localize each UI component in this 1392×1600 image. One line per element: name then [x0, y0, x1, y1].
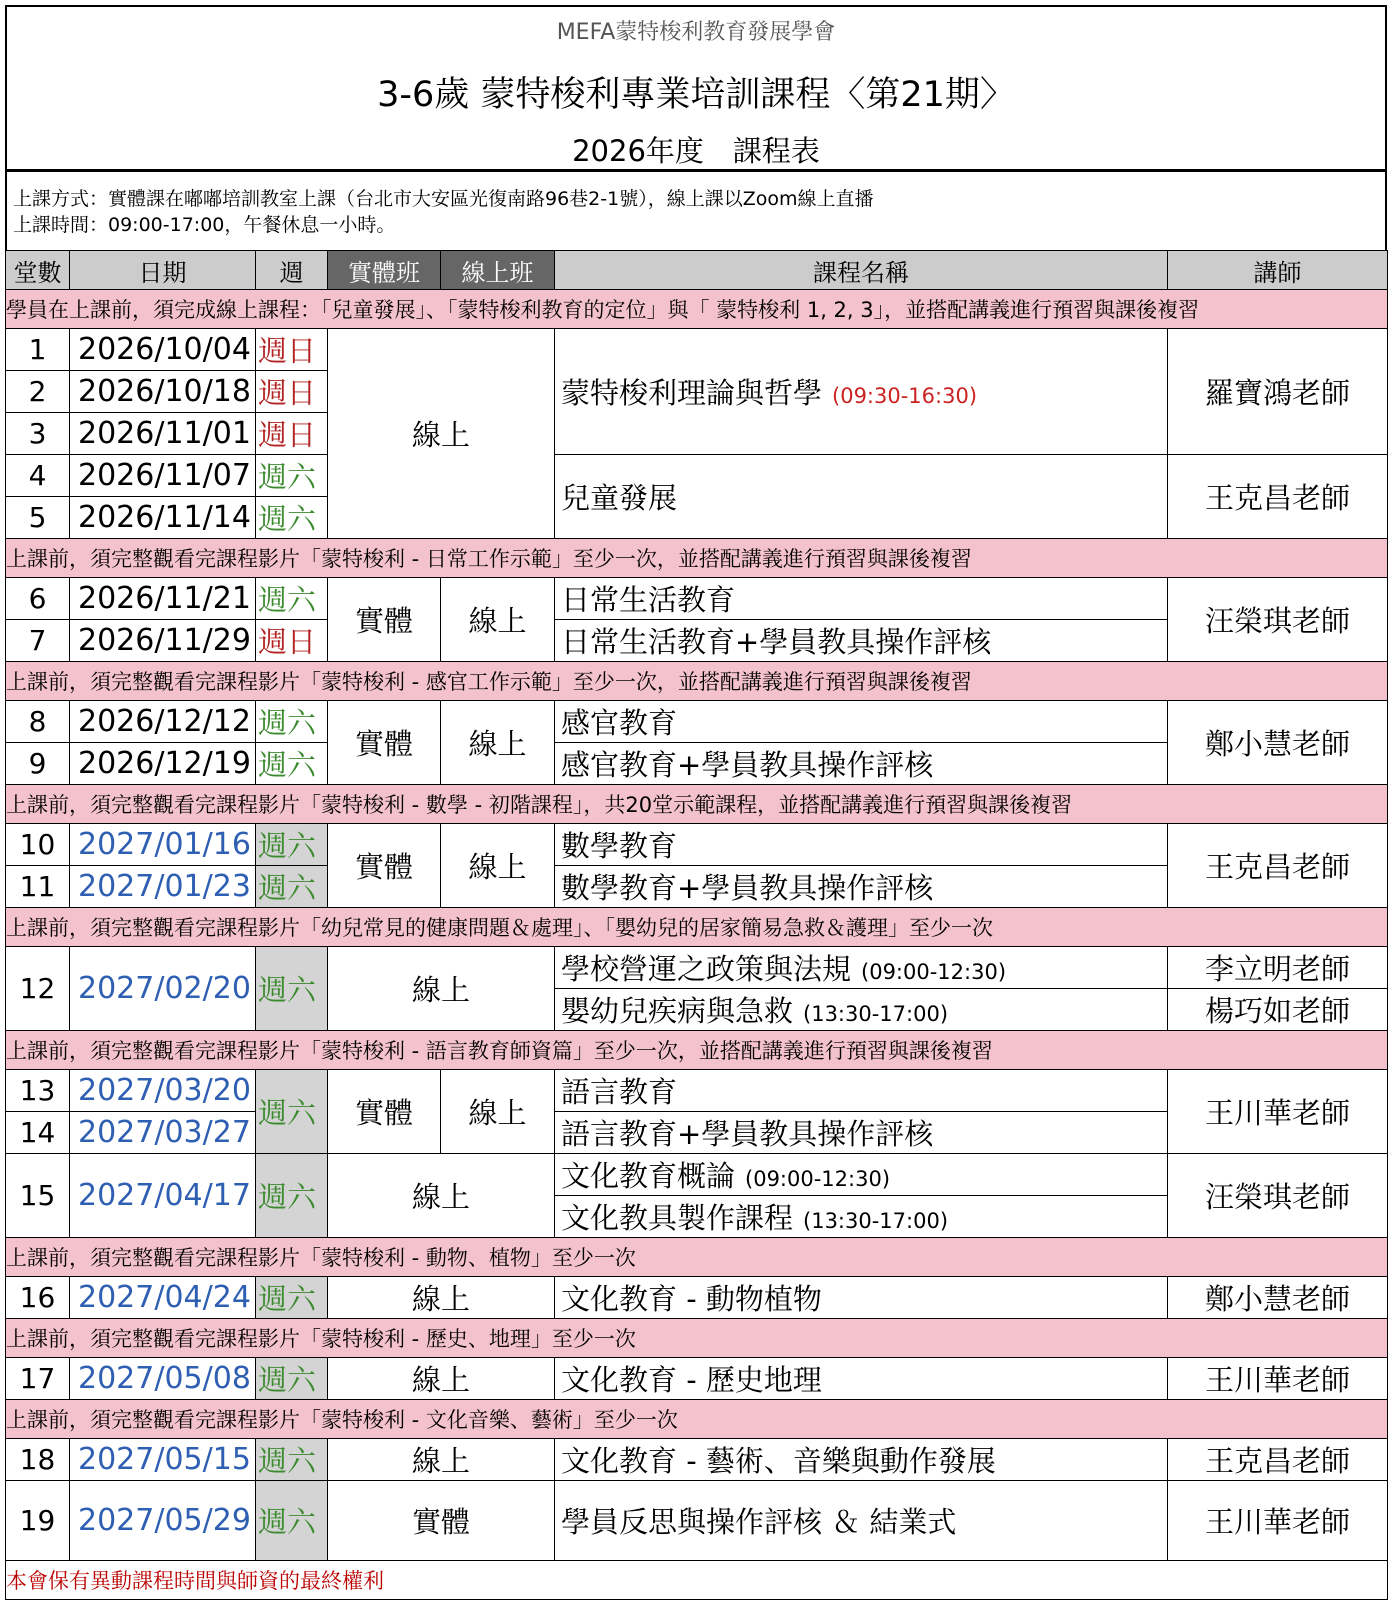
course-title: 蒙特梭利理論與哲學 — [561, 376, 823, 410]
col-date: 日期 — [70, 251, 256, 290]
session-num: 12 — [6, 947, 70, 1031]
course-name — [555, 1154, 1168, 1196]
course-name: 日常生活教育 — [555, 578, 1168, 620]
info-box — [5, 169, 1387, 253]
course-time: (09:30-16:30) — [832, 384, 978, 408]
info-line-mode: 上課方式：實體課在嘟嘟培訓教室上課（台北市大安區光復南路96巷2-1號），線上課以Zoom線上直播 — [13, 188, 874, 210]
teacher-name: 汪榮琪老師 — [1168, 1154, 1388, 1238]
session-date: 2027/03/27 — [70, 1112, 256, 1154]
session-num: 2 — [6, 371, 70, 413]
session-date: 2026/10/18 — [70, 371, 256, 413]
session-date: 2026/12/19 — [70, 743, 256, 785]
session-week: 週日 — [256, 413, 328, 455]
course-name: 學員反思與操作評核 ＆ 結業式 — [555, 1481, 1168, 1561]
course-name — [555, 947, 1168, 989]
table-row — [6, 329, 1388, 371]
session-week: 週六 — [256, 701, 328, 743]
session-num: 17 — [6, 1358, 70, 1400]
session-date: 2027/04/24 — [70, 1277, 256, 1319]
session-physical: 實體 — [328, 701, 441, 785]
session-date: 2026/11/01 — [70, 413, 256, 455]
schedule-table — [5, 250, 1388, 1600]
course-title: 文化教育概論 — [561, 1159, 736, 1193]
session-online: 線上 — [441, 1070, 555, 1154]
session-week: 週日 — [256, 371, 328, 413]
session-week: 週六 — [256, 1277, 328, 1319]
session-num: 10 — [6, 824, 70, 866]
course-name — [555, 1196, 1168, 1238]
teacher-name: 王克昌老師 — [1168, 1439, 1388, 1481]
note-text: 上課前，須完整觀看完課程影片「幼兒常見的健康問題＆處理」、「嬰幼兒的居家簡易急救＆護理」至少一次 — [6, 908, 1388, 947]
course-name: 感官教育+學員教具操作評核 — [555, 743, 1168, 785]
course-time: (09:00-12:30) — [861, 960, 1007, 984]
session-mode: 實體 — [328, 1481, 555, 1561]
note-row — [6, 1400, 1388, 1439]
session-date: 2027/05/08 — [70, 1358, 256, 1400]
session-week: 週六 — [256, 824, 328, 866]
course-name: 文化教育 - 歷史地理 — [555, 1358, 1168, 1400]
session-week: 週六 — [256, 743, 328, 785]
note-row — [6, 290, 1388, 329]
session-num: 19 — [6, 1481, 70, 1561]
table-row — [6, 947, 1388, 989]
table-row — [6, 701, 1388, 743]
session-physical: 實體 — [328, 824, 441, 908]
session-mode: 線上 — [328, 1439, 555, 1481]
course-name: 日常生活教育+學員教具操作評核 — [555, 620, 1168, 662]
table-row — [6, 1070, 1388, 1112]
session-week: 週六 — [256, 497, 328, 539]
page-subtitle: 2026年度 課程表 — [572, 134, 820, 168]
note-row — [6, 662, 1388, 701]
session-date: 2027/03/20 — [70, 1070, 256, 1112]
session-num: 18 — [6, 1439, 70, 1481]
course-name: 語言教育 — [555, 1070, 1168, 1112]
org-name: MEFA蒙特梭利教育發展學會 — [556, 20, 836, 45]
note-row — [6, 1238, 1388, 1277]
course-title: 學校營運之政策與法規 — [561, 952, 852, 986]
session-num: 6 — [6, 578, 70, 620]
session-online: 線上 — [441, 578, 555, 662]
note-row — [6, 1031, 1388, 1070]
session-num: 8 — [6, 701, 70, 743]
session-date: 2026/10/04 — [70, 329, 256, 371]
teacher-name: 王克昌老師 — [1168, 455, 1388, 539]
note-row — [6, 539, 1388, 578]
header — [5, 5, 1387, 169]
session-physical: 實體 — [328, 578, 441, 662]
table-row — [6, 455, 1388, 497]
session-num: 9 — [6, 743, 70, 785]
footer-row — [6, 1561, 1388, 1600]
col-num: 堂數 — [6, 251, 70, 290]
session-num: 13 — [6, 1070, 70, 1112]
session-date: 2026/12/12 — [70, 701, 256, 743]
session-date: 2027/04/17 — [70, 1154, 256, 1238]
table-row — [6, 1277, 1388, 1319]
table-row — [6, 1358, 1388, 1400]
session-week: 週六 — [256, 1154, 328, 1238]
col-week: 週 — [256, 251, 328, 290]
course-name — [555, 329, 1168, 455]
session-date: 2026/11/07 — [70, 455, 256, 497]
schedule-page — [5, 5, 1387, 1593]
teacher-name: 李立明老師 — [1168, 947, 1388, 989]
table-row — [6, 824, 1388, 866]
session-num: 4 — [6, 455, 70, 497]
session-mode: 線上 — [328, 329, 555, 539]
session-week: 週日 — [256, 329, 328, 371]
col-course: 課程名稱 — [555, 251, 1168, 290]
session-num: 14 — [6, 1112, 70, 1154]
session-date: 2027/02/20 — [70, 947, 256, 1031]
session-week: 週六 — [256, 1481, 328, 1561]
teacher-name: 王川華老師 — [1168, 1481, 1388, 1561]
session-num: 11 — [6, 866, 70, 908]
session-date: 2027/05/29 — [70, 1481, 256, 1561]
teacher-name: 鄭小慧老師 — [1168, 701, 1388, 785]
note-row — [6, 785, 1388, 824]
session-week: 週六 — [256, 947, 328, 1031]
course-name — [555, 989, 1168, 1031]
session-online: 線上 — [441, 824, 555, 908]
session-num: 15 — [6, 1154, 70, 1238]
table-header-row — [6, 251, 1388, 290]
session-week: 週六 — [256, 866, 328, 908]
col-online: 線上班 — [441, 251, 555, 290]
course-title: 嬰幼兒疾病與急救 — [561, 994, 794, 1028]
teacher-name: 王克昌老師 — [1168, 824, 1388, 908]
session-mode: 線上 — [328, 1277, 555, 1319]
session-week: 週六 — [256, 1070, 328, 1154]
course-name: 數學教育+學員教具操作評核 — [555, 866, 1168, 908]
course-name: 文化教育 - 藝術、音樂與動作發展 — [555, 1439, 1168, 1481]
table-row — [6, 1154, 1388, 1196]
session-physical: 實體 — [328, 1070, 441, 1154]
page-title: 3-6歲 蒙特梭利專業培訓課程〈第21期〉 — [377, 75, 1015, 115]
session-num: 16 — [6, 1277, 70, 1319]
session-date: 2026/11/29 — [70, 620, 256, 662]
session-week: 週六 — [256, 455, 328, 497]
note-text: 上課前，須完整觀看完課程影片「蒙特梭利 - 文化音樂、藝術」至少一次 — [6, 1400, 1388, 1439]
teacher-name: 王川華老師 — [1168, 1358, 1388, 1400]
session-num: 5 — [6, 497, 70, 539]
session-num: 7 — [6, 620, 70, 662]
course-name: 語言教育+學員教具操作評核 — [555, 1112, 1168, 1154]
course-time: (09:00-12:30) — [745, 1167, 891, 1191]
info-line-time: 上課時間：09:00-17:00，午餐休息一小時。 — [13, 214, 396, 236]
teacher-name: 王川華老師 — [1168, 1070, 1388, 1154]
note-text: 上課前，須完整觀看完課程影片「蒙特梭利 - 感官工作示範」至少一次，並搭配講義進行預習與課後複習 — [6, 662, 1388, 701]
table-row — [6, 578, 1388, 620]
teacher-name: 鄭小慧老師 — [1168, 1277, 1388, 1319]
teacher-name: 羅寶鴻老師 — [1168, 329, 1388, 455]
teacher-name: 楊巧如老師 — [1168, 989, 1388, 1031]
note-text: 上課前，須完整觀看完課程影片「蒙特梭利 - 歷史、地理」至少一次 — [6, 1319, 1388, 1358]
session-mode: 線上 — [328, 1154, 555, 1238]
course-name: 文化教育 - 動物植物 — [555, 1277, 1168, 1319]
session-week: 週六 — [256, 1439, 328, 1481]
session-date: 2027/01/16 — [70, 824, 256, 866]
teacher-name: 汪榮琪老師 — [1168, 578, 1388, 662]
note-text: 上課前，須完整觀看完課程影片「蒙特梭利 - 語言教育師資篇」至少一次，並搭配講義進行預習與課後複習 — [6, 1031, 1388, 1070]
session-online: 線上 — [441, 701, 555, 785]
col-physical: 實體班 — [328, 251, 441, 290]
session-date: 2027/01/23 — [70, 866, 256, 908]
note-row — [6, 1319, 1388, 1358]
session-mode: 線上 — [328, 947, 555, 1031]
note-text: 上課前，須完整觀看完課程影片「蒙特梭利 - 日常工作示範」至少一次，並搭配講義進行預習與課後複習 — [6, 539, 1388, 578]
session-date: 2026/11/14 — [70, 497, 256, 539]
course-name: 數學教育 — [555, 824, 1168, 866]
session-date: 2026/11/21 — [70, 578, 256, 620]
course-time: (13:30-17:00) — [803, 1002, 949, 1026]
course-time: (13:30-17:00) — [803, 1209, 949, 1233]
table-row — [6, 1439, 1388, 1481]
session-date: 2027/05/15 — [70, 1439, 256, 1481]
note-text: 學員在上課前，須完成線上課程：「兒童發展」、「蒙特梭利教育的定位」與「 蒙特梭利 1, 2, 3」，並搭配講義進行預習與課後複習 — [6, 290, 1388, 329]
col-teacher: 講師 — [1168, 251, 1388, 290]
session-num: 1 — [6, 329, 70, 371]
note-row — [6, 908, 1388, 947]
session-week: 週六 — [256, 1358, 328, 1400]
course-name: 兒童發展 — [555, 455, 1168, 539]
session-week: 週日 — [256, 620, 328, 662]
table-row — [6, 1481, 1388, 1561]
footer-text: 本會保有異動課程時間與師資的最終權利 — [6, 1561, 1388, 1600]
session-mode: 線上 — [328, 1358, 555, 1400]
note-text: 上課前，須完整觀看完課程影片「蒙特梭利 - 動物、植物」至少一次 — [6, 1238, 1388, 1277]
session-num: 3 — [6, 413, 70, 455]
course-title: 文化教具製作課程 — [561, 1201, 794, 1235]
note-text: 上課前，須完整觀看完課程影片「蒙特梭利 - 數學 - 初階課程」，共20堂示範課程，並搭配講義進行預習與課後複習 — [6, 785, 1388, 824]
session-week: 週六 — [256, 578, 328, 620]
course-name: 感官教育 — [555, 701, 1168, 743]
